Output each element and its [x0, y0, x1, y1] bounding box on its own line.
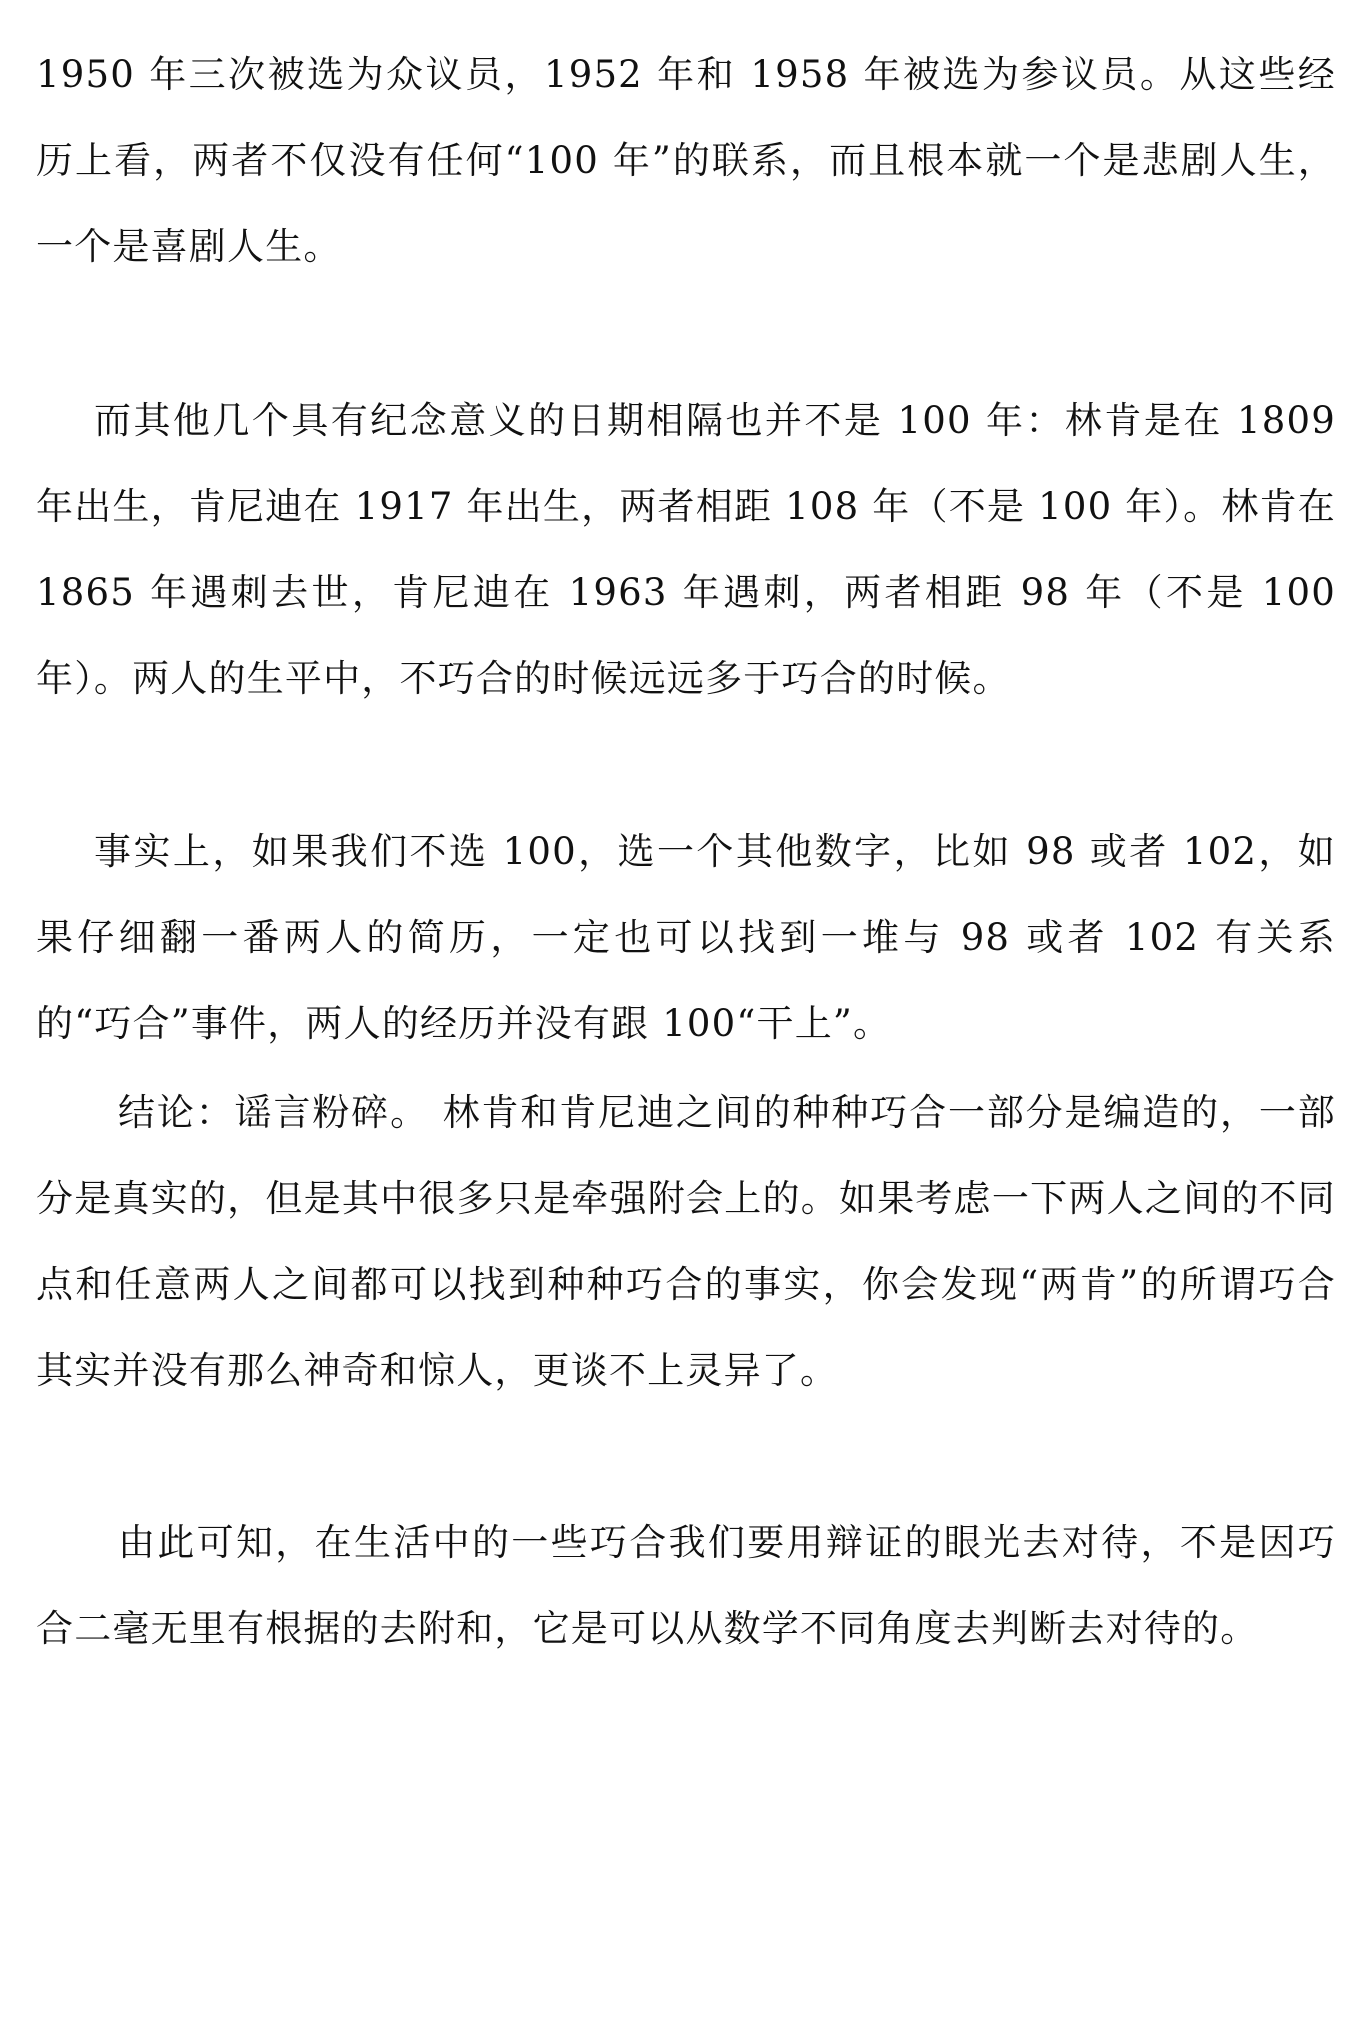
paragraph-conclusion: 结论：谣言粉碎。 林肯和肯尼迪之间的种种巧合一部分是编造的，一部分是真实的，但是其中很多只是牵强附会上的。如果考虑一下两人之间的不同点和任意两人之间都可以找到种种巧合的事实，你会发现“两肯”的所谓巧合其实并没有那么神奇和惊人，更谈不上灵异了。	[36, 1091, 1336, 1392]
paragraph-careers-comparison: 1950 年三次被选为众议员，1952 年和 1958 年被选为参议员。从这些经历上看，两者不仅没有任何“100 年”的联系，而且根本就一个是悲剧人生，一个是喜剧人生。	[36, 53, 1336, 268]
paragraph-date-intervals: 而其他几个具有纪念意义的日期相隔也并不是 100 年：林肯是在 1809 年出生，肯尼迪在 1917 年出生，两者相距 108 年（不是 100 年）。林肯在 1865 年遇刺去世，肯尼迪在 1963 年遇刺，两者相距 98 年（不是 100 年）。两人的生平中，不巧合的时候远远多于巧合的时候。	[36, 399, 1336, 700]
paragraph-summary: 由此可知，在生活中的一些巧合我们要用辩证的眼光去对待，不是因巧合二毫无里有根据的去附和，它是可以从数学不同角度去判断去对待的。	[36, 1521, 1336, 1650]
paragraph-other-numbers: 事实上，如果我们不选 100，选一个其他数字，比如 98 或者 102，如果仔细翻一番两人的简历，一定也可以找到一堆与 98 或者 102 有关系的“巧合”事件，两人的经历并没有跟 100“干上”。	[36, 830, 1336, 1045]
